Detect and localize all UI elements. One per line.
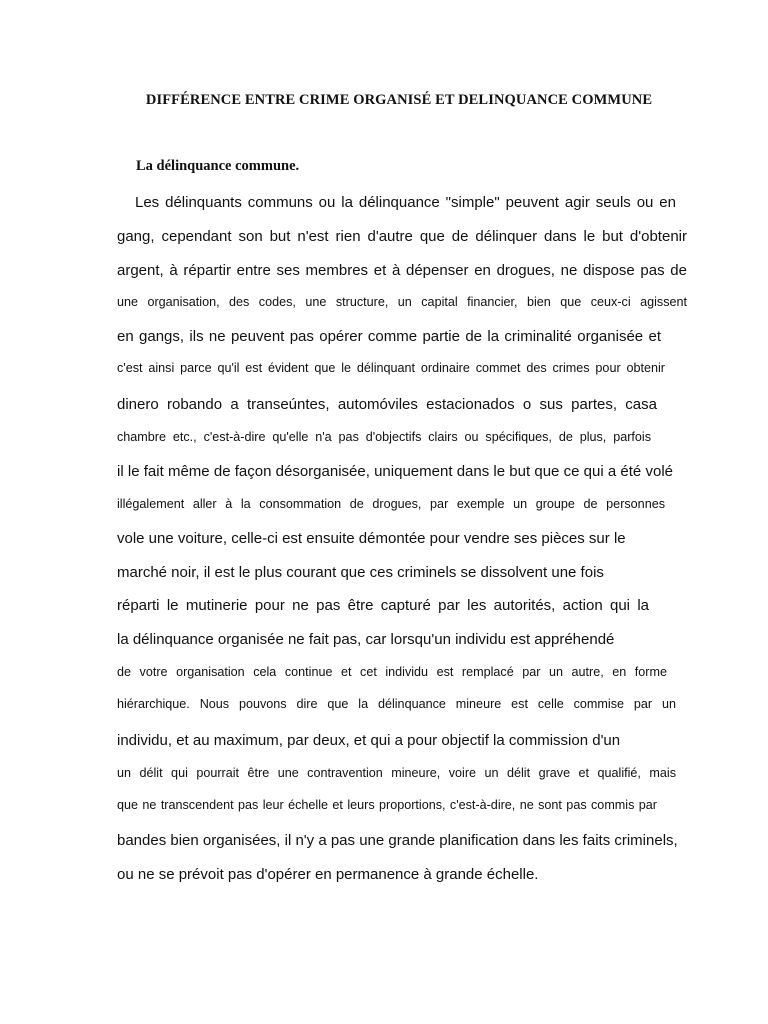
text-line: Les délinquants communs ou la délinquance "simple" peuvent agir seuls ou en [135, 194, 676, 211]
text-line: vole une voiture, celle-ci est ensuite démontée pour vendre ses pièces sur le [117, 530, 626, 547]
text-line: une organisation, des codes, une structure, un capital financier, bien que ceux-ci agissent [117, 295, 687, 309]
text-line: la délinquance organisée ne fait pas, car lorsqu'un individu est appréhendé [117, 631, 615, 648]
document-title: DIFFÉRENCE ENTRE CRIME ORGANISÉ ET DELINQUANCE COMMUNE [145, 92, 653, 108]
text-line: marché noir, il est le plus courant que ces criminels se dissolvent une fois [117, 564, 604, 581]
text-line: un délit qui pourrait être une contravention mineure, voire un délit grave et qualifié, mais [117, 766, 676, 780]
text-line: en gangs, ils ne peuvent pas opérer comme partie de la criminalité organisée et [117, 328, 661, 345]
text-line: réparti le mutinerie pour ne pas être capturé par les autorités, action qui la [117, 597, 649, 614]
text-line: ou ne se prévoit pas d'opérer en permanence à grande échelle. [117, 866, 539, 883]
text-line: dinero robando a transeúntes, automóviles estacionados o sus partes, casa [117, 396, 657, 413]
text-line: illégalement aller à la consommation de drogues, par exemple un groupe de personnes [117, 497, 665, 511]
section-heading: La délinquance commune. [136, 158, 300, 174]
text-line: bandes bien organisées, il n'y a pas une grande planification dans les faits criminels, [117, 832, 678, 849]
text-line: il le fait même de façon désorganisée, uniquement dans le but que ce qui a été volé [117, 463, 673, 480]
text-line: c'est ainsi parce qu'il est évident que le délinquant ordinaire commet des crimes pour obtenir [117, 361, 665, 375]
text-line: gang, cependant son but n'est rien d'autre que de délinquer dans le but d'obtenir [117, 228, 687, 245]
text-line: que ne transcendent pas leur échelle et leurs proportions, c'est-à-dire, ne sont pas commis par [117, 798, 657, 812]
text-line: de votre organisation cela continue et cet individu est remplacé par un autre, en forme [117, 665, 667, 679]
text-line: hiérarchique. Nous pouvons dire que la délinquance mineure est celle commise par un [117, 697, 676, 711]
text-line: argent, à répartir entre ses membres et à dépenser en drogues, ne dispose pas de [117, 262, 687, 279]
text-line: chambre etc., c'est-à-dire qu'elle n'a pas d'objectifs clairs ou spécifiques, de plus, parfois [117, 430, 651, 444]
text-line: individu, et au maximum, par deux, et qui a pour objectif la commission d'un [117, 732, 621, 749]
